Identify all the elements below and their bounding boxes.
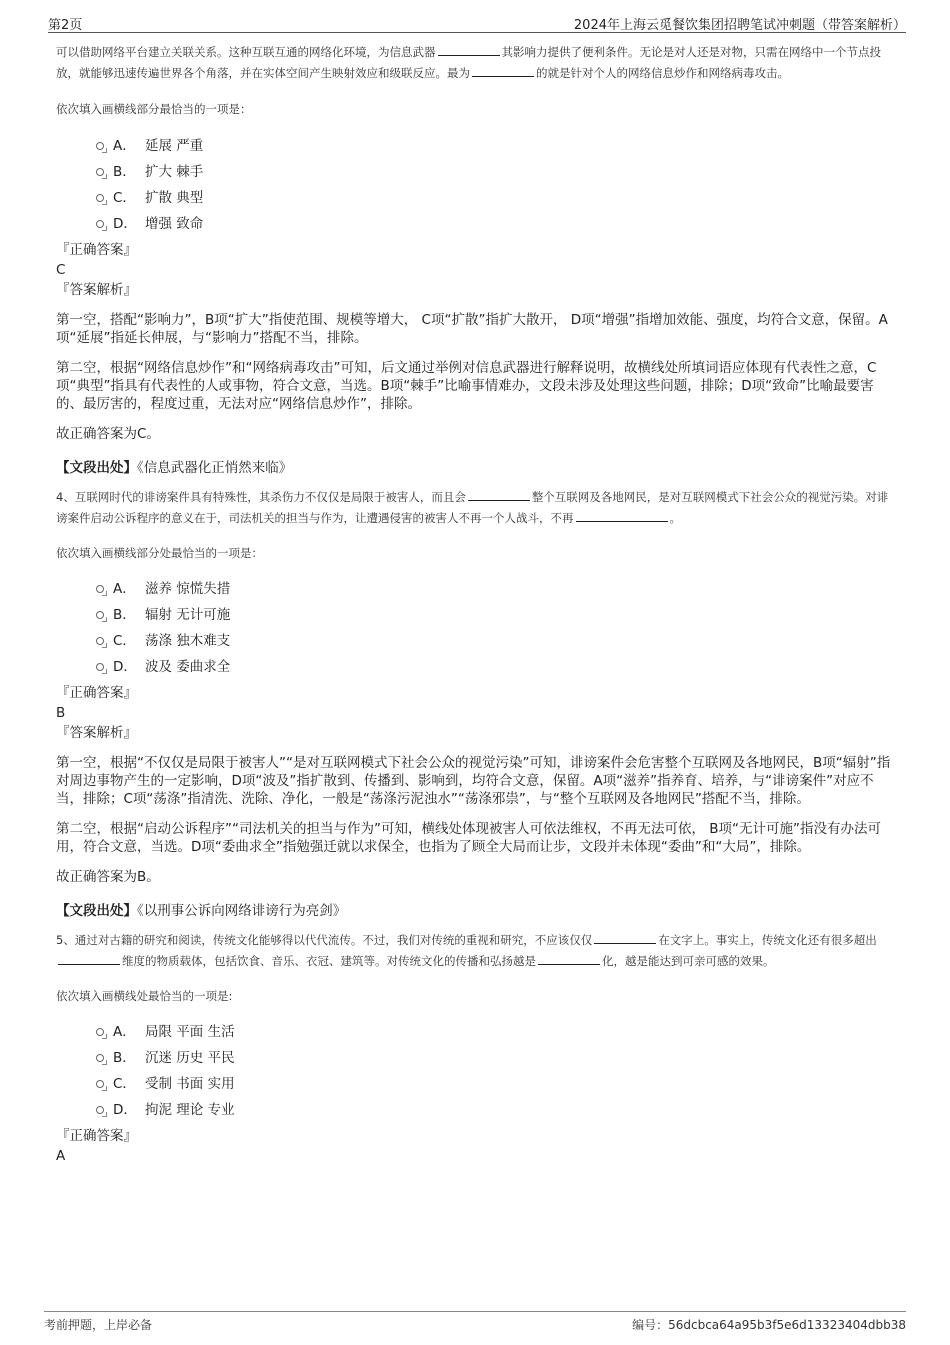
conclusion: 故正确答案为B。 [56,869,160,885]
page-number: 第2页 [48,18,83,33]
radio-icon[interactable] [96,1106,104,1114]
answer-label: 『正确答案』 [56,242,137,258]
option-a[interactable]: A． 滋养 惊慌失措 [56,576,898,602]
radio-icon[interactable] [96,585,104,593]
option-c[interactable]: C． 荡涤 独木难支 [56,628,898,654]
q5-options [56,1019,898,1123]
option-d[interactable]: D． 增强 致命 [56,211,898,237]
source-citation: 【文段出处】《以刑事公诉向网络诽谤行为亮剑》 [56,903,347,919]
analysis-paragraph: 第一空，搭配“影响力”，B项“扩大”指使范围、规模等增大， C项“扩散”指扩大散开， D项“增强”指增加效能、强度，均符合文意，保留。A项“延展”指延长伸展，与“影响力”搭配不当，排除。 [56,312,888,346]
blank [538,952,600,965]
radio-icon[interactable] [96,611,104,619]
option-b[interactable]: B． 沉迷 历史 平民 [56,1045,898,1071]
footer-slogan: 考前押题，上岸必备 [44,1318,153,1332]
blank [576,509,668,522]
option-c[interactable]: C． 扩散 典型 [56,185,898,211]
document-title: 2024年上海云觅餐饮集团招聘笔试冲刺题（带答案解析） [573,18,906,33]
analysis-paragraph: 第二空，根据“启动公诉程序”“司法机关的担当与作为”可知，横线处体现被害人可依法维权，不再无法可依， B项“无计可施”指没有办法可用，符合文意，当选。D项“委曲求全”指勉强迁就以求保全，也指为了顾全大局而让步，文段并未体现“委曲”和“大局”，排除。 [56,821,882,855]
q4-passage: 4、互联网时代的诽谤案件具有特殊性，其杀伤力不仅仅是局限于被害人，而且会 整个互联网及各地网民，是对互联网模式下社会公众的视觉污染。对诽谤案件启动公诉程序的意义在于，司法机关的担当与作为，让遭遇侵害的被害人不再一个人战斗，不再 。 [56,490,889,525]
answer-label: 『正确答案』 [56,1128,137,1144]
q5-prompt: 依次填入画横线处最恰当的一项是: [56,989,233,1003]
page-content [56,42,898,1166]
option-a[interactable]: A． 局限 平面 生活 [56,1019,898,1045]
blank [472,64,534,77]
blank [594,931,656,944]
radio-icon[interactable] [96,1080,104,1088]
option-a[interactable]: A． 延展 严重 [56,133,898,159]
option-d[interactable]: D． 波及 委曲求全 [56,654,898,680]
conclusion: 故正确答案为C。 [56,426,160,442]
analysis-label: 『答案解析』 [56,725,137,741]
analysis-label: 『答案解析』 [56,282,137,298]
option-b[interactable]: B． 辐射 无计可施 [56,602,898,628]
page-footer [44,1311,906,1336]
radio-icon[interactable] [96,194,104,202]
radio-icon[interactable] [96,1054,104,1062]
page-header [48,10,906,33]
option-b[interactable]: B． 扩大 棘手 [56,159,898,185]
blank [58,952,120,965]
q3-options [56,133,898,237]
blank [468,488,530,501]
radio-icon[interactable] [96,168,104,176]
radio-icon[interactable] [96,220,104,228]
q4-prompt: 依次填入画横线部分处最恰当的一项是： [56,546,263,560]
radio-icon[interactable] [96,637,104,645]
radio-icon[interactable] [96,1028,104,1036]
analysis-paragraph: 第二空，根据“网络信息炒作”和“网络病毒攻击”可知，后文通过举例对信息武器进行解释说明，故横线处所填词语应体现有代表性之意，C项“典型”指具有代表性的人或事物，符合文意，当选。B项“棘手”比喻事情难办，文段未涉及处理这些问题，排除；D项“致命”比喻最要害的、最厉害的，程度过重，无法对应“网络信息炒作”，排除。 [56,360,877,412]
source-citation: 【文段出处】《信息武器化正悄然来临》 [56,460,293,476]
document-code: 编号：56dcbca64a95b3f5e6d13323404dbb38 [632,1318,906,1332]
q5-passage: 5、通过对古籍的研究和阅读，传统文化能够得以代代流传。不过，我们对传统的重视和研究，不应该仅仅 在文字上。事实上，传统文化还有很多超出维度的物质载体，包括饮食、音乐、衣冠、建筑等。对传统文化的传播和弘扬越是 化，越是能达到可亲可感的效果。 [56,933,877,968]
answer-value: C [56,262,66,278]
answer-label: 『正确答案』 [56,685,137,701]
radio-icon[interactable] [96,142,104,150]
answer-value: A [56,1148,66,1164]
q3-passage: 可以借助网络平台建立关联关系。这种互联互通的网络化环境，为信息武器 其影响力提供了便利条件。无论是对人还是对物，只需在网络中一个节点投放，就能够迅速传遍世界各个角落，并在实体空间产生映射效应和级联反应。最为 的就是针对个人的网络信息炒作和网络病毒攻击。 [56,45,881,80]
option-c[interactable]: C． 受制 书面 实用 [56,1071,898,1097]
radio-icon[interactable] [96,663,104,671]
option-d[interactable]: D． 拘泥 理论 专业 [56,1097,898,1123]
q4-options [56,576,898,680]
blank [438,43,500,56]
analysis-paragraph: 第一空，根据“不仅仅是局限于被害人”“是对互联网模式下社会公众的视觉污染”可知，诽谤案件会危害整个互联网及各地网民，B项“辐射”指对周边事物产生的一定影响，D项“波及”指扩散到、传播到、影响到，均符合文意，保留。A项“滋养”指养育、培养，与“诽谤案件”对应不当，排除；C项“荡涤”指清洗、洗除、净化，一般是“荡涤污泥浊水”“荡涤邪祟”，与“整个互联网及各地网民”搭配不当，排除。 [56,755,891,807]
answer-value: B [56,705,66,721]
q3-prompt: 依次填入画横线部分最恰当的一项是： [56,102,252,116]
